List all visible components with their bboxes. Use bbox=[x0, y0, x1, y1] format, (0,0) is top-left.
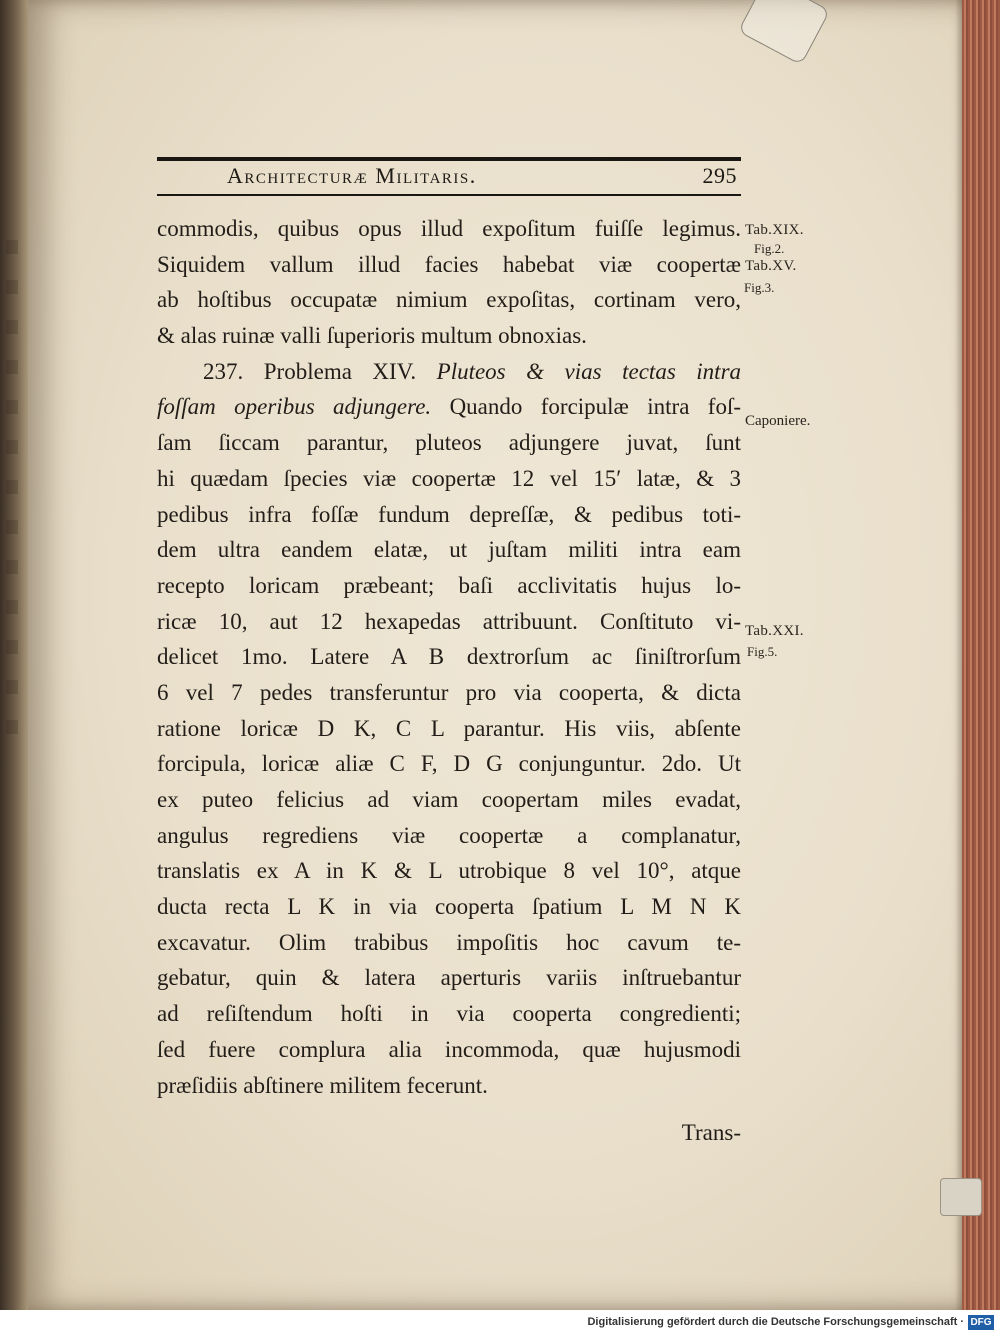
text-line: ricæ 10, aut 12 hexapedas attribuunt. Conſtituto vi- bbox=[157, 608, 741, 634]
left-page-text-bleed bbox=[6, 240, 18, 740]
text-line: & alas ruinæ valli ſuperioris multum obnoxias. bbox=[157, 323, 587, 349]
text-line: translatis ex A in K & L utrobique 8 vel 10°, atque bbox=[157, 858, 741, 884]
margin-note-fig-3: Fig.3. bbox=[744, 280, 775, 295]
problem-title-part1: Pluteos & vias tectas intra bbox=[436, 358, 742, 384]
margin-note-tab-xix: Tab.XIX. bbox=[745, 222, 804, 238]
problem-title-part2: foſſam operibus adjungere. bbox=[157, 394, 432, 420]
text-line: angulus regrediens viæ coopertæ a complanatur, bbox=[157, 822, 741, 848]
margin-note-fig-5: Fig.5. bbox=[747, 644, 778, 659]
text-line: pedibus infra foſſæ fundum depreſſæ, & pedibus toti- bbox=[157, 501, 741, 527]
text-line: commodis, quibus opus illud expoſitum fuiſſe legimus. bbox=[157, 216, 741, 241]
text-line: ratione loricæ D K, C L parantur. His viis, abſente bbox=[157, 715, 741, 741]
margin-note-tab-xxi: Tab.XXI. bbox=[745, 623, 804, 639]
header-rule-top bbox=[157, 157, 741, 161]
text-line: hi quædam ſpecies viæ coopertæ 12 vel 15ʹ latæ, & 3 bbox=[157, 465, 741, 491]
text-line: ab hoſtibus occupatæ nimium expoſitas, cortinam vero, bbox=[157, 287, 741, 313]
page-stack-edge bbox=[962, 0, 1000, 1310]
text-line: delicet 1mo. Latere A B dextrorſum ac ſiniſtrorſum bbox=[157, 644, 741, 670]
text-line: Siquidem vallum illud facies habebat viæ coopertæ bbox=[157, 251, 741, 277]
running-title: Architecturæ Militaris. bbox=[227, 163, 477, 188]
text-line: præſidiis abſtinere militem fecerunt. bbox=[157, 1072, 488, 1098]
text-line: recepto loricam præbeant; baſi acclivitatis hujus lo- bbox=[157, 572, 741, 598]
text-line: 6 vel 7 pedes transferuntur pro via cooperta, & dicta bbox=[157, 679, 741, 705]
text-line: excavatur. Olim trabibus impoſitis hoc cavum te- bbox=[157, 929, 741, 955]
page-weight-clip bbox=[940, 1178, 982, 1216]
text-line: ex puteo felicius ad viam coopertam miles evadat, bbox=[157, 787, 741, 812]
footer-credit: Digitalisierung gefördert durch die Deutsche Forschungsgemeinschaft · bbox=[587, 1316, 964, 1328]
margin-note-tab-xv: Tab.XV. bbox=[745, 258, 797, 274]
text-line: gebatur, quin & latera aperturis variis inſtruebantur bbox=[157, 965, 741, 991]
text-line: ducta recta L K in via cooperta ſpatium L M N K bbox=[157, 894, 741, 920]
text-line: ſam ſiccam parantur, pluteos adjungere juvat, ſunt bbox=[157, 430, 741, 456]
text-fragment: Quando forcipulæ intra foſ- bbox=[449, 394, 742, 420]
header-rule-bottom bbox=[157, 194, 741, 196]
dfg-logo: DFG bbox=[968, 1315, 994, 1330]
margin-note-caponiere: Caponiere. bbox=[745, 413, 811, 429]
text-line: ſed fuere complura alia incommoda, quæ hujusmodi bbox=[157, 1036, 741, 1062]
body-text bbox=[157, 211, 741, 1151]
margin-note-fig-2: Fig.2. bbox=[754, 241, 785, 256]
text-line: dem ultra eandem elatæ, ut juſtam militi intra eam bbox=[157, 537, 741, 563]
problem-number: 237. Problema XIV. bbox=[203, 358, 417, 384]
text-line bbox=[157, 389, 741, 425]
text-line: forcipula, loricæ aliæ C F, D G conjunguntur. 2do. Ut bbox=[157, 751, 741, 777]
catchword: Trans- bbox=[681, 1120, 741, 1146]
problem-heading-line bbox=[157, 354, 741, 390]
text-line: ad reſiſtendum hoſti in via cooperta congredienti; bbox=[157, 1001, 741, 1027]
page-number: 295 bbox=[702, 163, 737, 188]
